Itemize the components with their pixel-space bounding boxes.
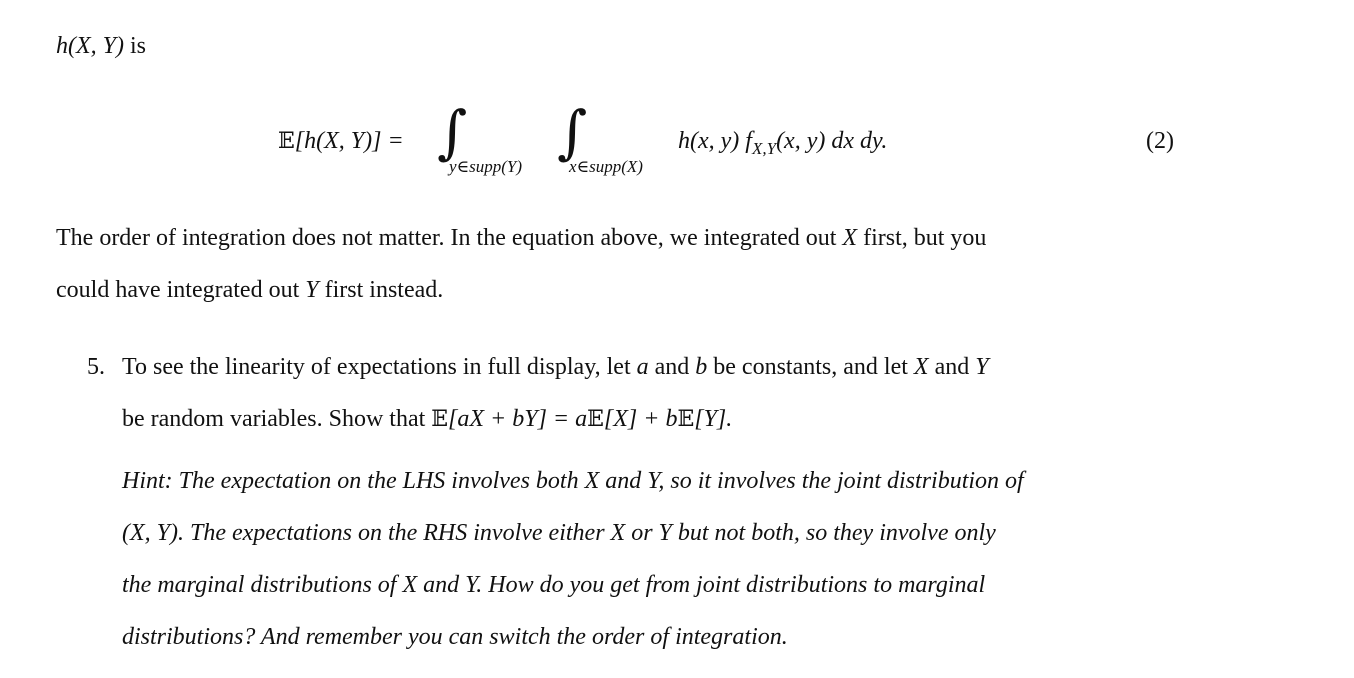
outer-integral-sign: ∫ [437,98,468,166]
item-text: and [928,354,976,380]
equation-lhs [278,129,404,153]
equation-number: (2) [1146,128,1174,154]
linearity-expr: [X] + b [603,406,678,432]
item-text: be random variables. Show that [122,406,432,432]
var-x: X [913,354,929,380]
paragraph-var-x: X [842,225,858,251]
linearity-expr: [Y]. [694,406,733,432]
var-b: b [695,354,708,380]
expectation-operator: 𝔼 [587,407,604,432]
var-a: a [636,354,649,380]
hint-line-4: distributions? And remember you can switch the order of integration. [122,624,788,650]
item-text: be constants, and let [707,354,914,380]
var-y: Y [975,354,989,380]
inner-integral-limit: x∈supp(X) [569,157,643,176]
list-item-line-1 [122,355,989,379]
paragraph-text: could have integrated out [56,277,306,303]
paragraph-line-1 [56,226,986,250]
item-text: and [648,354,696,380]
intro-line [56,34,146,58]
expectation-operator: 𝔼 [278,129,295,154]
intro-text: is [124,33,147,59]
intro-expr: h(X, Y) [56,33,124,59]
integrand [678,129,887,157]
density-subscript: X,Y [751,138,777,158]
paragraph-text: first instead. [318,277,444,303]
hint-line-3: the marginal distributions of X and Y. How do you get from joint distributions to marginal [122,572,986,598]
hint-line-1: Hint: The expectation on the LHS involves both X and Y, so it involves the joint distribution of [122,468,1024,494]
integrand-tail: (x, y) dx dy. [776,128,888,154]
display-equation-2 [0,95,1354,190]
paragraph-text: first, but you [857,225,987,251]
paragraph-var-y: Y [305,277,319,303]
integrand-head: h(x, y) f [678,128,752,154]
expectation-operator: 𝔼 [431,407,449,432]
item-text: To see the linearity of expectations in full display, let [122,354,637,380]
hint-line-2: (X, Y). The expectations on the RHS involve either X or Y but not both, so they involve only [122,520,996,546]
paragraph-text: The order of integration does not matter. In the equation above, we integrated out [56,225,843,251]
inner-integral-sign: ∫ [557,98,588,166]
list-item-number: 5. [87,354,105,380]
expectation-operator: 𝔼 [677,407,695,432]
list-item-line-2 [122,407,732,431]
linearity-expr: [aX + bY] = a [448,406,588,432]
lhs-expression: [h(X, Y)] = [294,128,404,154]
outer-integral-limit: y∈supp(Y) [449,157,523,176]
paragraph-line-2 [56,278,443,302]
